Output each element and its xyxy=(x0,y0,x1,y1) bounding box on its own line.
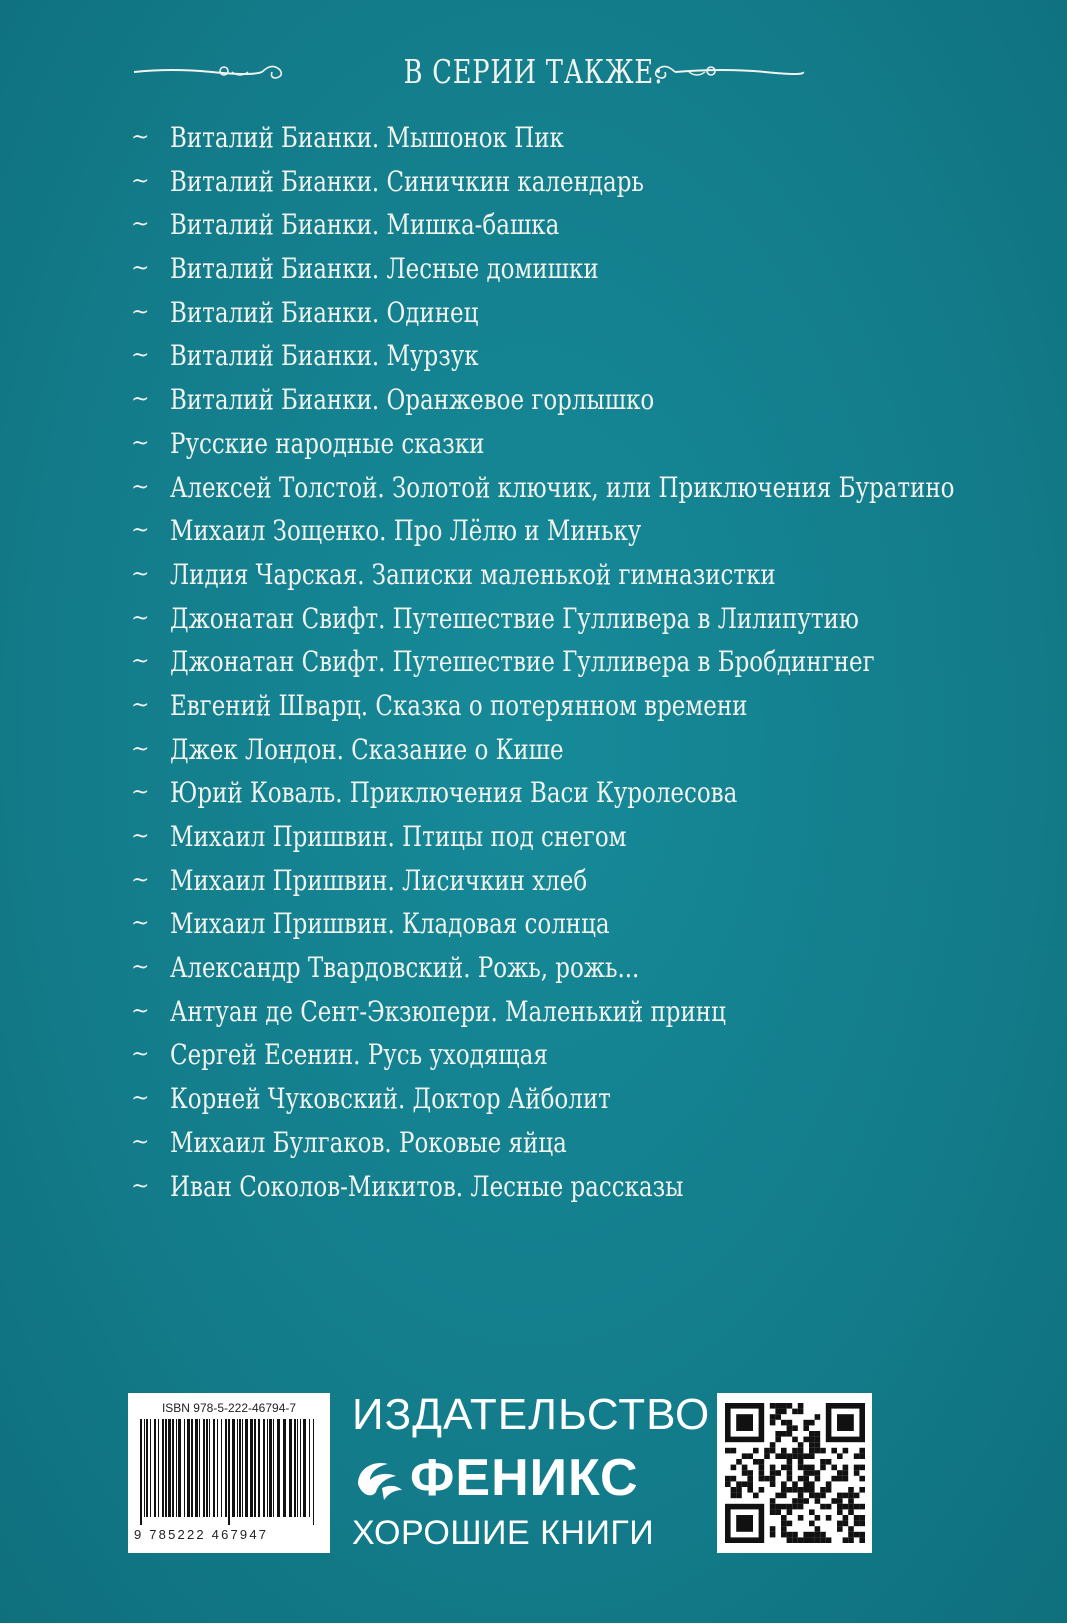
book-list-item xyxy=(0,902,1067,946)
qr-code[interactable] xyxy=(717,1393,872,1553)
list-marker: ~ xyxy=(131,561,150,587)
book-list-item xyxy=(0,684,1067,728)
publisher-slogan: ХОРОШИЕ КНИГИ xyxy=(352,1514,655,1552)
book-list-item xyxy=(0,597,1067,641)
book-list-item xyxy=(0,509,1067,553)
list-marker: ~ xyxy=(131,1086,150,1112)
barcode-bars-icon xyxy=(140,1419,318,1525)
book-list-item xyxy=(0,1077,1067,1121)
book-title: Антуан де Сент-Экзюпери. Маленький принц xyxy=(170,994,726,1028)
list-marker: ~ xyxy=(131,1042,150,1068)
book-list-item xyxy=(0,291,1067,335)
book-list-item xyxy=(0,640,1067,684)
book-title: Виталий Бианки. Мишка-башка xyxy=(170,208,560,242)
list-marker: ~ xyxy=(131,343,150,369)
book-title: Виталий Бианки. Мурзук xyxy=(170,339,479,373)
book-list-item xyxy=(0,1165,1067,1209)
list-marker: ~ xyxy=(131,1129,150,1155)
list-marker: ~ xyxy=(131,430,150,456)
right-flourish-ornament xyxy=(645,62,805,82)
list-marker: ~ xyxy=(131,605,150,631)
book-title: Сергей Есенин. Русь уходящая xyxy=(170,1038,548,1072)
book-title: Алексей Толстой. Золотой ключик, или Приключения Буратино xyxy=(170,470,955,504)
list-marker: ~ xyxy=(131,474,150,500)
book-title: Михаил Булгаков. Роковые яйца xyxy=(170,1125,567,1159)
book-list-item xyxy=(0,728,1067,772)
list-marker: ~ xyxy=(131,824,150,849)
book-title: Джонатан Свифт. Путешествие Гулливера в Лилипутию xyxy=(170,601,859,635)
book-list-item xyxy=(0,553,1067,597)
book-list-item xyxy=(0,771,1067,815)
book-title: Русские народные сказки xyxy=(170,426,485,460)
list-marker: ~ xyxy=(131,998,150,1024)
book-title: Иван Соколов-Микитов. Лесные рассказы xyxy=(170,1169,684,1203)
list-marker: ~ xyxy=(131,212,150,238)
list-marker: ~ xyxy=(131,1173,150,1199)
barcode-digits: 9 785222 467947 xyxy=(134,1527,269,1542)
book-list-item xyxy=(0,946,1067,990)
book-list-item xyxy=(0,990,1067,1034)
book-list-item xyxy=(0,247,1067,291)
book-list-item xyxy=(0,378,1067,422)
book-title: Виталий Бианки. Синичкин календарь xyxy=(170,164,644,198)
book-list-item xyxy=(0,859,1067,903)
series-header xyxy=(0,44,1067,104)
book-title: Джонатан Свифт. Путешествие Гулливера в Бробдингнег xyxy=(170,645,875,679)
book-list-item xyxy=(0,466,1067,510)
list-marker: ~ xyxy=(131,518,150,544)
list-marker: ~ xyxy=(131,780,150,806)
series-title: В СЕРИИ ТАКЖЕ: xyxy=(403,52,664,91)
qr-code-icon xyxy=(725,1403,865,1543)
book-list-item xyxy=(0,334,1067,378)
book-list-item xyxy=(0,160,1067,204)
book-title: Виталий Бианки. Одинец xyxy=(170,295,479,329)
book-title: Виталий Бианки. Лесные домишки xyxy=(170,252,599,286)
publisher-label: ИЗДАТЕЛЬСТВО xyxy=(352,1390,711,1439)
list-marker: ~ xyxy=(131,649,150,675)
book-title: Корней Чуковский. Доктор Айболит xyxy=(170,1082,611,1116)
isbn-number: ISBN 978-5-222-46794-7 xyxy=(161,1401,297,1415)
list-marker: ~ xyxy=(131,387,150,413)
list-marker: ~ xyxy=(131,125,150,150)
book-list xyxy=(0,116,1067,1208)
book-title: Юрий Коваль. Приключения Васи Куролесова xyxy=(170,776,738,810)
book-title: Евгений Шварц. Сказка о потерянном времени xyxy=(170,688,748,722)
list-marker: ~ xyxy=(131,867,150,893)
book-list-item xyxy=(0,815,1067,859)
book-title: Михаил Пришвин. Птицы под снегом xyxy=(170,820,627,853)
phoenix-bird-icon xyxy=(352,1454,404,1502)
publisher-block xyxy=(352,1390,711,1560)
isbn-barcode xyxy=(128,1393,330,1553)
book-title: Джек Лондон. Сказание о Кише xyxy=(170,732,564,766)
book-list-item xyxy=(0,422,1067,466)
book-list-item xyxy=(0,116,1067,160)
book-title: Александр Твардовский. Рожь, рожь... xyxy=(170,951,640,985)
book-list-item xyxy=(0,1033,1067,1077)
book-title: Михаил Пришвин. Лисичкин хлеб xyxy=(170,863,588,897)
book-list-item xyxy=(0,203,1067,247)
list-marker: ~ xyxy=(131,736,150,762)
book-title: Виталий Бианки. Мышонок Пик xyxy=(170,121,564,154)
list-marker: ~ xyxy=(131,955,150,981)
book-list-item xyxy=(0,1121,1067,1165)
book-title: Михаил Зощенко. Про Лёлю и Миньку xyxy=(170,514,642,548)
list-marker: ~ xyxy=(131,911,150,937)
book-title: Виталий Бианки. Оранжевое горлышко xyxy=(170,383,655,417)
list-marker: ~ xyxy=(131,299,150,325)
list-marker: ~ xyxy=(131,256,150,282)
list-marker: ~ xyxy=(131,168,150,194)
publisher-name: ФЕНИКС xyxy=(410,1449,639,1507)
book-title: Лидия Чарская. Записки маленькой гимназистки xyxy=(170,557,776,591)
list-marker: ~ xyxy=(131,692,150,718)
book-title: Михаил Пришвин. Кладовая солнца xyxy=(170,907,610,941)
